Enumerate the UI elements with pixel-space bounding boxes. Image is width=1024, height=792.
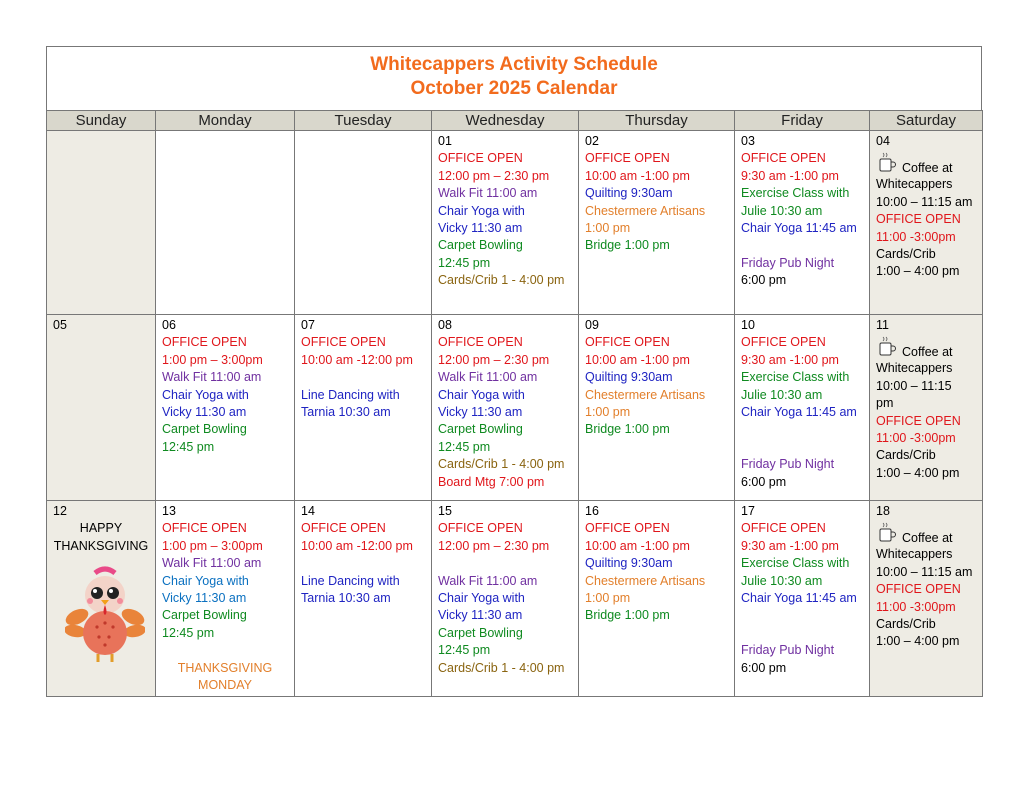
day-cell (295, 501, 432, 697)
weekday-header-row (47, 111, 983, 131)
activity-coffee: Coffee at (902, 531, 953, 546)
date-number: 12 (53, 504, 67, 518)
activity-cards-crib: Cards/Crib (876, 448, 936, 463)
activity-pub-night: Friday Pub Night (741, 255, 835, 270)
weekday-monday: Monday (156, 111, 295, 131)
activity-chair-yoga-time: Vicky 11:30 am (162, 591, 247, 606)
office-open-label: OFFICE OPEN (438, 151, 523, 166)
activity-walk-fit: Walk Fit 11:00 am (438, 573, 538, 588)
activity-walk-fit: Walk Fit 11:00 am (162, 556, 262, 571)
office-open-label: OFFICE OPEN (301, 335, 386, 350)
date-number: 17 (741, 504, 755, 518)
activity-chair-yoga: Chair Yoga 11:45 am (741, 221, 857, 236)
title-line-1: Whitecappers Activity Schedule (370, 54, 658, 75)
day-cell (870, 501, 983, 697)
office-open-label: OFFICE OPEN (741, 335, 826, 350)
office-open-label: OFFICE OPEN (301, 521, 386, 536)
activity-coffee-time: 10:00 – 11:15 am (876, 194, 973, 209)
coffee-cup-icon (878, 522, 896, 542)
activity-coffee: Coffee at (902, 161, 953, 176)
activity-exercise-class: Exercise Class with (741, 556, 850, 571)
office-hours: 9:30 am -1:00 pm (741, 168, 839, 183)
activity-chair-yoga-time: Vicky 11:30 am (162, 405, 247, 420)
activity-quilting: Quilting 9:30am (585, 186, 673, 201)
day-cell (156, 315, 295, 501)
holiday-note: THANKSGIVING (177, 660, 273, 675)
week-row (47, 315, 983, 501)
day-cell (870, 315, 983, 501)
office-hours: 10:00 am -12:00 pm (301, 352, 413, 367)
activity-artisans-time: 1:00 pm (585, 221, 631, 236)
activity-chair-yoga-time: Vicky 11:30 am (438, 405, 523, 420)
activity-exercise-class-time: Julie 10:30 am (741, 387, 823, 402)
day-cell (579, 131, 735, 315)
office-open-label: OFFICE OPEN (741, 521, 826, 536)
holiday-label: THANKSGIVING (53, 538, 149, 553)
day-cell (295, 315, 432, 501)
week-row (47, 131, 983, 315)
day-cell (870, 131, 983, 315)
activity-coffee: Coffee at (902, 345, 953, 360)
activity-coffee-time: 10:00 – 11:15 am (876, 564, 973, 579)
office-hours: 1:00 pm – 3:00pm (162, 538, 263, 553)
weekday-tuesday: Tuesday (295, 111, 432, 131)
activity-cards-crib: Cards/Crib 1 - 4:00 pm (438, 457, 565, 472)
activity-pub-night: Friday Pub Night (741, 643, 835, 658)
activity-bridge: Bridge 1:00 pm (585, 422, 670, 437)
day-cell-empty (295, 131, 432, 315)
office-open-label: OFFICE OPEN (585, 521, 670, 536)
activity-pub-night-time: 6:00 pm (741, 273, 787, 288)
office-open-label: OFFICE OPEN (585, 151, 670, 166)
activity-exercise-class: Exercise Class with (741, 186, 850, 201)
office-hours: 11:00 -3:00pm (876, 599, 956, 614)
activity-chair-yoga: Chair Yoga with (438, 591, 525, 606)
date-number: 15 (438, 504, 452, 518)
activity-carpet-bowling: Carpet Bowling (438, 625, 523, 640)
activity-cards-crib: Cards/Crib (876, 617, 936, 632)
office-open-label: OFFICE OPEN (876, 582, 961, 597)
activity-carpet-bowling-time: 12:45 pm (438, 439, 491, 454)
office-open-label: OFFICE OPEN (741, 151, 826, 166)
office-hours: 10:00 am -1:00 pm (585, 168, 690, 183)
day-cell (735, 501, 870, 697)
date-number: 02 (585, 134, 599, 148)
date-number: 06 (162, 318, 176, 332)
activity-bridge: Bridge 1:00 pm (585, 238, 670, 253)
activity-line-dancing: Line Dancing with (301, 387, 400, 402)
activity-exercise-class: Exercise Class with (741, 370, 850, 385)
office-hours: 11:00 -3:00pm (876, 229, 956, 244)
activity-chair-yoga: Chair Yoga with (162, 387, 249, 402)
date-number: 18 (876, 504, 890, 518)
activity-artisans: Chestermere Artisans (585, 387, 706, 402)
day-cell (735, 315, 870, 501)
day-cell (579, 501, 735, 697)
date-number: 01 (438, 134, 452, 148)
date-number: 07 (301, 318, 315, 332)
activity-coffee-time: 10:00 – 11:15 (876, 378, 952, 393)
day-cell (735, 131, 870, 315)
date-number: 05 (53, 318, 67, 332)
date-number: 09 (585, 318, 599, 332)
holiday-note: MONDAY (198, 678, 252, 693)
office-open-label: OFFICE OPEN (162, 521, 247, 536)
activity-chair-yoga-time: Vicky 11:30 am (438, 608, 523, 623)
activity-coffee-place: Whitecappers (876, 361, 953, 376)
date-number: 13 (162, 504, 176, 518)
activity-pub-night-time: 6:00 pm (741, 474, 787, 489)
activity-artisans: Chestermere Artisans (585, 573, 706, 588)
weekday-sunday: Sunday (47, 111, 156, 131)
activity-chair-yoga: Chair Yoga 11:45 am (741, 405, 857, 420)
office-open-label: OFFICE OPEN (585, 335, 670, 350)
office-hours: 12:00 pm – 2:30 pm (438, 538, 550, 553)
activity-pub-night-time: 6:00 pm (741, 660, 787, 675)
office-hours: 10:00 am -12:00 pm (301, 538, 413, 553)
activity-cards-crib: Cards/Crib 1 - 4:00 pm (438, 273, 565, 288)
activity-walk-fit: Walk Fit 11:00 am (162, 370, 262, 385)
activity-quilting: Quilting 9:30am (585, 370, 673, 385)
office-open-label: OFFICE OPEN (438, 521, 523, 536)
date-number: 10 (741, 318, 755, 332)
office-hours: 10:00 am -1:00 pm (585, 352, 690, 367)
activity-artisans-time: 1:00 pm (585, 591, 631, 606)
coffee-cup-icon (878, 336, 896, 356)
activity-line-dancing-time: Tarnia 10:30 am (301, 405, 391, 420)
activity-carpet-bowling-time: 12:45 pm (162, 439, 215, 454)
activity-coffee-place: Whitecappers (876, 547, 953, 562)
activity-exercise-class-time: Julie 10:30 am (741, 203, 823, 218)
date-number: 04 (876, 134, 890, 148)
activity-coffee-time-suffix: pm (876, 396, 894, 411)
day-cell (432, 501, 579, 697)
activity-walk-fit: Walk Fit 11:00 am (438, 186, 538, 201)
activity-pub-night: Friday Pub Night (741, 457, 835, 472)
weekday-thursday: Thursday (579, 111, 735, 131)
activity-chair-yoga: Chair Yoga with (438, 203, 525, 218)
day-cell (432, 131, 579, 315)
day-cell (432, 315, 579, 501)
office-hours: 11:00 -3:00pm (876, 431, 956, 446)
activity-carpet-bowling-time: 12:45 pm (162, 625, 215, 640)
activity-exercise-class-time: Julie 10:30 am (741, 573, 823, 588)
activity-chair-yoga: Chair Yoga 11:45 am (741, 591, 857, 606)
activity-quilting: Quilting 9:30am (585, 556, 673, 571)
date-number: 16 (585, 504, 599, 518)
office-hours: 9:30 am -1:00 pm (741, 538, 839, 553)
weekday-friday: Friday (735, 111, 870, 131)
calendar-title (46, 46, 982, 110)
activity-carpet-bowling: Carpet Bowling (438, 422, 523, 437)
activity-cards-crib: Cards/Crib 1 - 4:00 pm (438, 660, 565, 675)
calendar-page (46, 46, 982, 697)
day-cell-empty (47, 131, 156, 315)
activity-chair-yoga: Chair Yoga with (162, 573, 249, 588)
day-cell (579, 315, 735, 501)
activity-chair-yoga-time: Vicky 11:30 am (438, 221, 523, 236)
activity-cards-crib-time: 1:00 – 4:00 pm (876, 465, 960, 480)
activity-chair-yoga: Chair Yoga with (438, 387, 525, 402)
board-meeting: Board Mtg 7:00 pm (438, 474, 545, 489)
activity-carpet-bowling: Carpet Bowling (162, 422, 247, 437)
activity-bridge: Bridge 1:00 pm (585, 608, 670, 623)
office-hours: 12:00 pm – 2:30 pm (438, 352, 550, 367)
office-open-label: OFFICE OPEN (438, 335, 523, 350)
week-row (47, 501, 983, 697)
office-open-label: OFFICE OPEN (162, 335, 247, 350)
calendar-grid (46, 110, 983, 697)
activity-carpet-bowling: Carpet Bowling (438, 238, 523, 253)
day-cell (47, 501, 156, 697)
office-hours: 12:00 pm – 2:30 pm (438, 168, 550, 183)
holiday-label: HAPPY (79, 521, 123, 536)
date-number: 14 (301, 504, 315, 518)
turkey-icon (65, 565, 145, 665)
activity-cards-crib: Cards/Crib (876, 247, 936, 262)
activity-artisans: Chestermere Artisans (585, 203, 706, 218)
activity-walk-fit: Walk Fit 11:00 am (438, 370, 538, 385)
title-line-2: October 2025 Calendar (410, 78, 618, 99)
office-hours: 1:00 pm – 3:00pm (162, 352, 263, 367)
activity-carpet-bowling: Carpet Bowling (162, 608, 247, 623)
day-cell (156, 501, 295, 697)
weekday-wednesday: Wednesday (432, 111, 579, 131)
activity-cards-crib-time: 1:00 – 4:00 pm (876, 634, 960, 649)
activity-cards-crib-time: 1:00 – 4:00 pm (876, 264, 960, 279)
activity-line-dancing-time: Tarnia 10:30 am (301, 591, 391, 606)
activity-carpet-bowling-time: 12:45 pm (438, 255, 491, 270)
activity-line-dancing: Line Dancing with (301, 573, 400, 588)
day-cell-empty (156, 131, 295, 315)
office-open-label: OFFICE OPEN (876, 413, 961, 428)
weekday-saturday: Saturday (870, 111, 983, 131)
date-number: 11 (876, 318, 889, 332)
office-open-label: OFFICE OPEN (876, 212, 961, 227)
office-hours: 9:30 am -1:00 pm (741, 352, 839, 367)
activity-carpet-bowling-time: 12:45 pm (438, 643, 491, 658)
activity-artisans-time: 1:00 pm (585, 405, 631, 420)
date-number: 08 (438, 318, 452, 332)
day-cell (47, 315, 156, 501)
date-number: 03 (741, 134, 755, 148)
activity-coffee-place: Whitecappers (876, 177, 953, 192)
coffee-cup-icon (878, 152, 896, 172)
office-hours: 10:00 am -1:00 pm (585, 538, 690, 553)
